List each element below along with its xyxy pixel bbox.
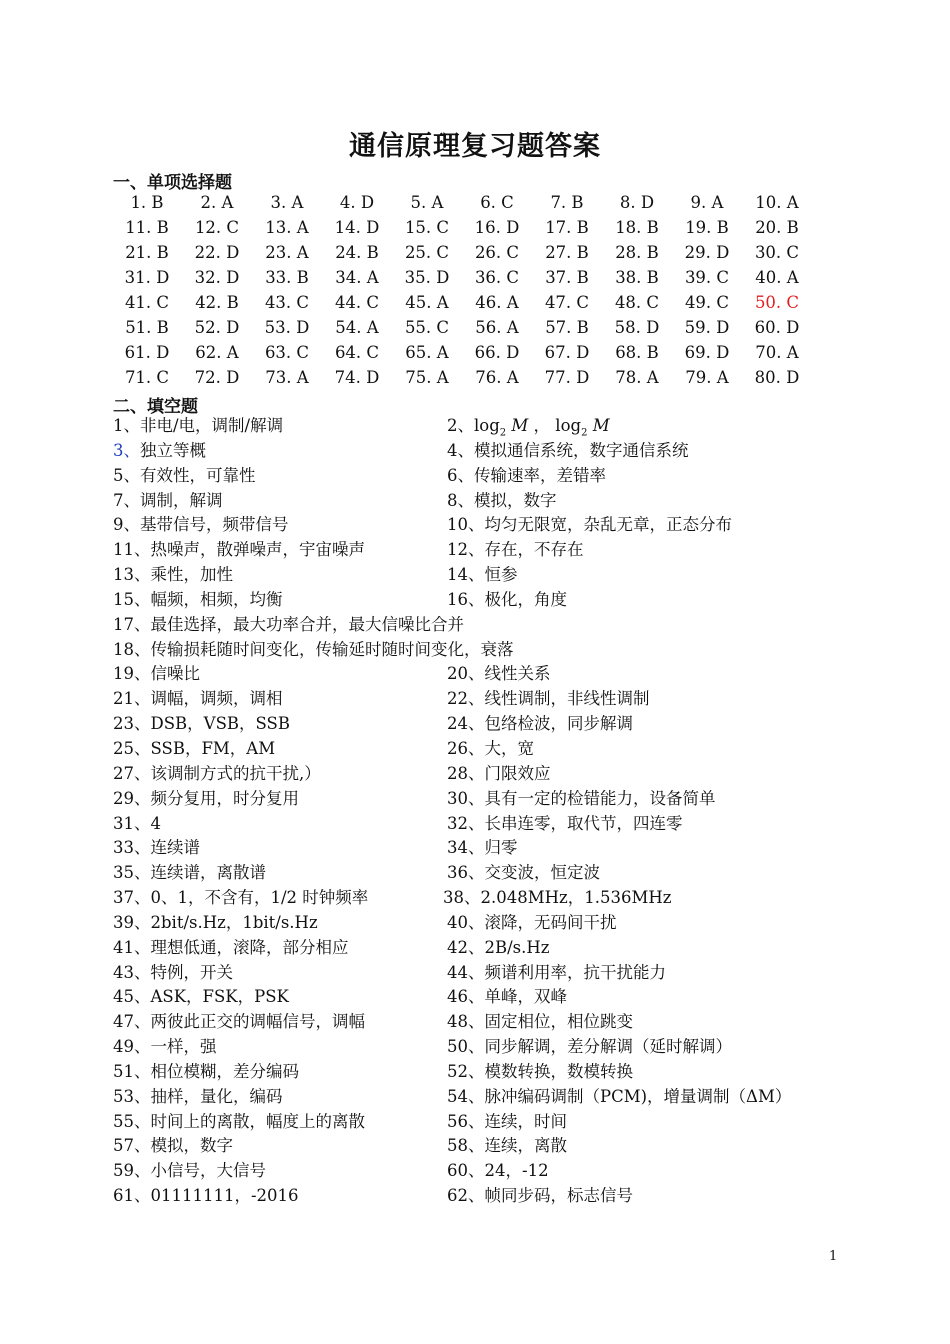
mc-answer: 34. A bbox=[335, 268, 379, 287]
mc-answer: 14. D bbox=[334, 218, 380, 237]
mc-answer: 65. A bbox=[405, 343, 449, 362]
mc-answer: 18. B bbox=[615, 218, 659, 237]
answer-row bbox=[113, 414, 873, 439]
answer-item: 1、非电/电，调制/解调 bbox=[113, 416, 284, 435]
mc-answer: 66. D bbox=[474, 343, 520, 362]
mc-answer: 55. C bbox=[404, 318, 450, 337]
answer-item: 59、小信号，大信号 bbox=[113, 1161, 266, 1181]
mc-answer: 52. D bbox=[194, 318, 240, 337]
answer-item: 8、模拟，数字 bbox=[447, 490, 557, 510]
answer-row bbox=[113, 1184, 873, 1209]
answer-item: 33、连续谱 bbox=[113, 838, 200, 858]
answer-row bbox=[113, 1159, 873, 1184]
mc-answer: 45. A bbox=[405, 293, 449, 312]
mc-answer: 46. A bbox=[475, 293, 519, 312]
answer-item: 29、频分复用，时分复用 bbox=[113, 788, 299, 808]
mc-answer: 25. C bbox=[404, 243, 450, 262]
answer-row bbox=[113, 1110, 873, 1135]
mc-answer: 56. A bbox=[475, 318, 519, 337]
answer-item: 49、一样，强 bbox=[113, 1037, 217, 1057]
answer-row bbox=[113, 961, 873, 986]
answer-item: 55、时间上的离散，幅度上的离散 bbox=[113, 1111, 365, 1131]
mc-answer: 29. D bbox=[684, 243, 730, 262]
mc-answer: 67. D bbox=[544, 343, 590, 362]
mc-answer: 23. A bbox=[265, 243, 309, 262]
mc-answer: 26. C bbox=[474, 243, 520, 262]
answer-item: 3、独立等概 bbox=[113, 440, 206, 460]
answer-item: 2、$\log_2 M$ ， $\log_2 M$ bbox=[447, 416, 610, 439]
answer-row bbox=[113, 687, 873, 712]
answer-row bbox=[113, 762, 873, 787]
answer-item: 50、同步解调，差分解调（延时解调） bbox=[447, 1037, 732, 1057]
multiple-choice-answer-grid bbox=[112, 190, 812, 390]
answer-row bbox=[113, 836, 873, 861]
answer-item: 17、最佳选择，最大功率合并，最大信噪比合并 bbox=[113, 614, 464, 634]
section-heading-fill-in: 二、填空题 bbox=[113, 397, 198, 417]
answer-item: 43、特例，开关 bbox=[113, 962, 233, 982]
mc-answer: 73. A bbox=[265, 368, 309, 387]
answer-item: 36、交变波，恒定波 bbox=[447, 863, 600, 883]
answer-item: 44、频谱利用率，抗干扰能力 bbox=[447, 962, 666, 982]
mc-answer: 78. A bbox=[615, 368, 659, 387]
mc-answer: 35. D bbox=[404, 268, 450, 287]
answer-item: 35、连续谱，离散谱 bbox=[113, 863, 266, 883]
answer-item: 12、存在，不存在 bbox=[447, 540, 584, 560]
mc-answer: 69. D bbox=[684, 343, 730, 362]
answer-item: 27、该调制方式的抗干扰,） bbox=[113, 763, 321, 783]
answer-item: 14、恒参 bbox=[447, 565, 518, 585]
fill-in-answer-list bbox=[113, 414, 873, 1209]
mc-answer: 19. B bbox=[685, 218, 729, 237]
mc-answer: 48. C bbox=[614, 293, 660, 312]
answer-row bbox=[113, 1134, 873, 1159]
mc-answer: 75. A bbox=[405, 368, 449, 387]
answer-item: 23、DSB，VSB，SSB bbox=[113, 714, 290, 734]
mc-answer: 68. B bbox=[615, 343, 659, 362]
answer-item: 52、模数转换，数模转换 bbox=[447, 1061, 633, 1081]
mc-answer: 74. D bbox=[334, 368, 380, 387]
answer-row bbox=[113, 662, 873, 687]
answer-item: 56、连续，时间 bbox=[447, 1111, 567, 1131]
answer-item: 34、归零 bbox=[447, 838, 518, 858]
answer-row bbox=[113, 861, 873, 886]
answer-row bbox=[113, 1010, 873, 1035]
mc-answer: 16. D bbox=[474, 218, 520, 237]
mc-answer: 63. C bbox=[264, 343, 310, 362]
mc-answer: 28. B bbox=[615, 243, 659, 262]
answer-item: 53、抽样，量化，编码 bbox=[113, 1086, 283, 1106]
answer-item: 58、连续，离散 bbox=[447, 1136, 567, 1156]
answer-row bbox=[113, 538, 873, 563]
answer-item: 45、ASK，FSK，PSK bbox=[113, 987, 289, 1007]
mc-answer: 37. B bbox=[545, 268, 589, 287]
mc-answer: 5. A bbox=[410, 193, 444, 212]
answer-item: 28、门限效应 bbox=[447, 763, 551, 783]
answer-row bbox=[113, 787, 873, 812]
answer-item: 13、乘性，加性 bbox=[113, 565, 233, 585]
mc-answer: 72. D bbox=[194, 368, 240, 387]
mc-answer: 9. A bbox=[690, 193, 724, 212]
mc-answer: 53. D bbox=[264, 318, 310, 337]
answer-row bbox=[113, 638, 873, 663]
mc-answer: 6. C bbox=[480, 193, 514, 212]
mc-answer: 80. D bbox=[754, 368, 800, 387]
answer-row bbox=[113, 588, 873, 613]
answer-item: 30、具有一定的检错能力，设备简单 bbox=[447, 788, 716, 808]
answer-row bbox=[113, 464, 873, 489]
mc-answer: 47. C bbox=[544, 293, 590, 312]
mc-answer: 27. B bbox=[545, 243, 589, 262]
answer-item: 19、信噪比 bbox=[113, 664, 200, 684]
answer-item: 10、均匀无限宽，杂乱无章，正态分布 bbox=[447, 515, 732, 535]
answer-item: 7、调制，解调 bbox=[113, 490, 223, 510]
answer-item: 11、热噪声，散弹噪声，宇宙噪声 bbox=[113, 540, 365, 560]
mc-answer: 58. D bbox=[614, 318, 660, 337]
answer-item: 6、传输速率，差错率 bbox=[447, 465, 606, 485]
answer-row bbox=[113, 1085, 873, 1110]
answer-item: 62、帧同步码，标志信号 bbox=[447, 1186, 633, 1206]
answer-item: 25、SSB，FM，AM bbox=[113, 738, 276, 758]
answer-row bbox=[113, 489, 873, 514]
mc-answer: 41. C bbox=[124, 293, 170, 312]
mc-answer: 31. D bbox=[124, 268, 170, 287]
mc-answer: 51. B bbox=[125, 318, 169, 337]
mc-answer: 12. C bbox=[194, 218, 240, 237]
mc-answer: 60. D bbox=[754, 318, 800, 337]
answer-item: 40、滚降，无码间干扰 bbox=[447, 912, 617, 932]
answer-row bbox=[113, 936, 873, 961]
answer-row bbox=[113, 737, 873, 762]
mc-answer: 8. D bbox=[619, 193, 655, 212]
mc-answer: 2. A bbox=[200, 193, 234, 212]
answer-item: 51、相位模糊，差分编码 bbox=[113, 1061, 299, 1081]
answer-item: 26、大，宽 bbox=[447, 738, 534, 758]
answer-item: 20、线性关系 bbox=[447, 664, 551, 684]
answer-item: 32、长串连零，取代节，四连零 bbox=[447, 813, 683, 833]
answer-item: 57、模拟，数字 bbox=[113, 1136, 233, 1156]
answer-row bbox=[113, 513, 873, 538]
mc-answer: 7. B bbox=[550, 193, 584, 212]
mc-answer: 4. D bbox=[339, 193, 375, 212]
mc-answer: 32. D bbox=[194, 268, 240, 287]
mc-answer: 22. D bbox=[194, 243, 240, 262]
mc-answer: 24. B bbox=[335, 243, 379, 262]
answer-row bbox=[113, 1035, 873, 1060]
answer-item: 48、固定相位，相位跳变 bbox=[447, 1012, 633, 1032]
mc-answer: 71. C bbox=[124, 368, 170, 387]
answer-item: 15、幅频，相频，均衡 bbox=[113, 589, 283, 609]
answer-item: 22、线性调制，非线性调制 bbox=[447, 689, 650, 709]
mc-answer: 43. C bbox=[264, 293, 310, 312]
mc-answer: 21. B bbox=[125, 243, 169, 262]
answer-row bbox=[113, 812, 873, 837]
mc-answer: 13. A bbox=[265, 218, 309, 237]
mc-answer: 40. A bbox=[755, 268, 799, 287]
answer-item: 4、模拟通信系统，数字通信系统 bbox=[447, 440, 689, 460]
mc-answer: 20. B bbox=[755, 218, 799, 237]
mc-answer: 77. D bbox=[544, 368, 590, 387]
mc-answer: 1. B bbox=[130, 193, 164, 212]
answer-item: 39、2bit/s.Hz，1bit/s.Hz bbox=[113, 912, 318, 932]
answer-item: 38、2.048MHz，1.536MHz bbox=[443, 888, 672, 908]
mc-answer: 15. C bbox=[404, 218, 450, 237]
answer-row bbox=[113, 439, 873, 464]
answer-item: 46、单峰，双峰 bbox=[447, 987, 567, 1007]
answer-item: 24、包络检波，同步解调 bbox=[447, 714, 633, 734]
answer-item: 60、24，-12 bbox=[447, 1161, 549, 1181]
mc-answer: 39. C bbox=[684, 268, 730, 287]
answer-item: 54、脉冲编码调制（PCM)，增量调制（ΔM） bbox=[447, 1086, 792, 1106]
answer-item: 18、传输损耗随时间变化，传输延时随时间变化，衰落 bbox=[113, 639, 514, 659]
answer-row bbox=[113, 712, 873, 737]
answer-item: 9、基带信号，频带信号 bbox=[113, 515, 289, 535]
answer-row bbox=[113, 563, 873, 588]
mc-answer: 62. A bbox=[195, 343, 239, 362]
mc-answer: 30. C bbox=[754, 243, 800, 262]
answer-item: 16、极化，角度 bbox=[447, 589, 567, 609]
mc-answer: 3. A bbox=[270, 193, 304, 212]
mc-answer: 61. D bbox=[124, 343, 170, 362]
mc-answer: 49. C bbox=[684, 293, 730, 312]
answer-item: 5、有效性，可靠性 bbox=[113, 465, 256, 485]
mc-answer: 33. B bbox=[265, 268, 309, 287]
answer-item: 42、2B/s.Hz bbox=[447, 937, 550, 957]
mc-answer: 11. B bbox=[125, 218, 169, 237]
mc-answer: 57. B bbox=[545, 318, 589, 337]
mc-answer: 70. A bbox=[755, 343, 799, 362]
mc-answer: 36. C bbox=[474, 268, 520, 287]
answer-row bbox=[113, 985, 873, 1010]
mc-answer: 54. A bbox=[335, 318, 379, 337]
mc-answer: 76. A bbox=[475, 368, 519, 387]
answer-row bbox=[113, 886, 873, 911]
answer-item: 31、4 bbox=[113, 813, 161, 833]
mc-answer: 44. C bbox=[334, 293, 380, 312]
mc-answer: 17. B bbox=[545, 218, 589, 237]
answer-item: 61、01111111，-2016 bbox=[113, 1186, 299, 1206]
mc-answer: 42. B bbox=[195, 293, 239, 312]
mc-answer: 10. A bbox=[755, 193, 799, 212]
page-number: 1 bbox=[829, 1249, 838, 1264]
answer-row bbox=[113, 613, 873, 638]
answer-item: 41、理想低通，滚降，部分相应 bbox=[113, 937, 349, 957]
answer-item: 21、调幅，调频，调相 bbox=[113, 689, 283, 709]
mc-answer: 59. D bbox=[684, 318, 730, 337]
mc-answer: 79. A bbox=[685, 368, 729, 387]
answer-item: 37、0、1，不含有，1/2 时钟频率 bbox=[113, 888, 369, 908]
mc-answer: 50. C bbox=[754, 293, 800, 312]
section-heading-multiple-choice: 一、单项选择题 bbox=[113, 173, 232, 193]
mc-answer: 38. B bbox=[615, 268, 659, 287]
answer-item: 47、两彼此正交的调幅信号，调幅 bbox=[113, 1012, 365, 1032]
answer-row bbox=[113, 911, 873, 936]
answer-row bbox=[113, 1060, 873, 1085]
mc-answer: 64. C bbox=[334, 343, 380, 362]
document-title: 通信原理复习题答案 bbox=[349, 131, 601, 162]
